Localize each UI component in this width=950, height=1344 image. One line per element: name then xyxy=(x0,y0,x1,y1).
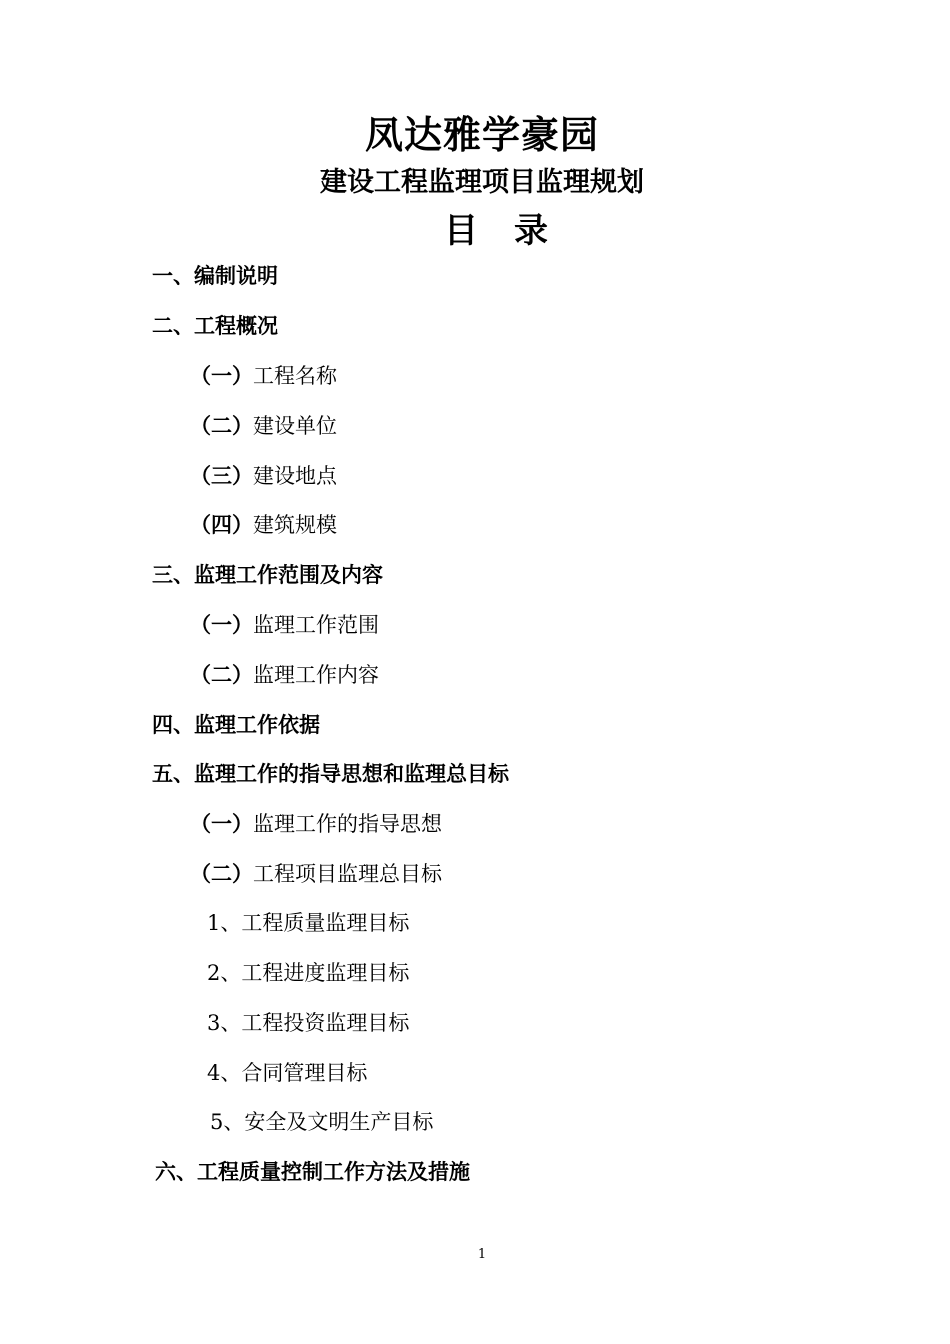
toc-entry[interactable]: 4、合同管理目标 xyxy=(207,1061,368,1085)
toc-entry[interactable]: 1、工程质量监理目标 xyxy=(207,911,410,935)
toc-entry[interactable]: 二、工程概况 xyxy=(152,314,278,338)
toc-entry[interactable]: （一）工程名称 xyxy=(190,364,337,388)
document-subtitle: 建设工程监理项目监理规划 xyxy=(320,167,644,198)
toc-entry[interactable]: （三）建设地点 xyxy=(190,464,337,488)
page-number: 1 xyxy=(477,1247,487,1262)
toc-entry[interactable]: 四、监理工作依据 xyxy=(152,713,320,737)
toc-entry[interactable]: 三、监理工作范围及内容 xyxy=(152,563,383,587)
toc-entry[interactable]: 五、监理工作的指导思想和监理总目标 xyxy=(152,762,509,786)
toc-entry[interactable]: （二）监理工作内容 xyxy=(190,663,379,687)
toc-entry[interactable]: 2、工程进度监理目标 xyxy=(207,961,410,985)
toc-entry[interactable]: 5、安全及文明生产目标 xyxy=(210,1110,434,1134)
toc-heading xyxy=(0,203,950,252)
toc-entry[interactable]: 3、工程投资监理目标 xyxy=(207,1011,410,1035)
toc-entry[interactable]: （四）建筑规模 xyxy=(190,513,337,537)
toc-heading-char-2: 录 xyxy=(514,211,550,251)
toc-entry[interactable]: 六、工程质量控制工作方法及措施 xyxy=(155,1160,470,1184)
document-title: 凤达雅学豪园 xyxy=(364,113,599,157)
toc-heading-char-1: 目 xyxy=(444,211,480,251)
toc-entry[interactable]: 一、编制说明 xyxy=(152,264,278,288)
toc-entry[interactable]: （二）工程项目监理总目标 xyxy=(190,862,442,886)
toc-entry[interactable]: （二）建设单位 xyxy=(190,414,337,438)
toc-entry[interactable]: （一）监理工作范围 xyxy=(190,613,379,637)
toc-entry[interactable]: （一）监理工作的指导思想 xyxy=(190,812,442,836)
